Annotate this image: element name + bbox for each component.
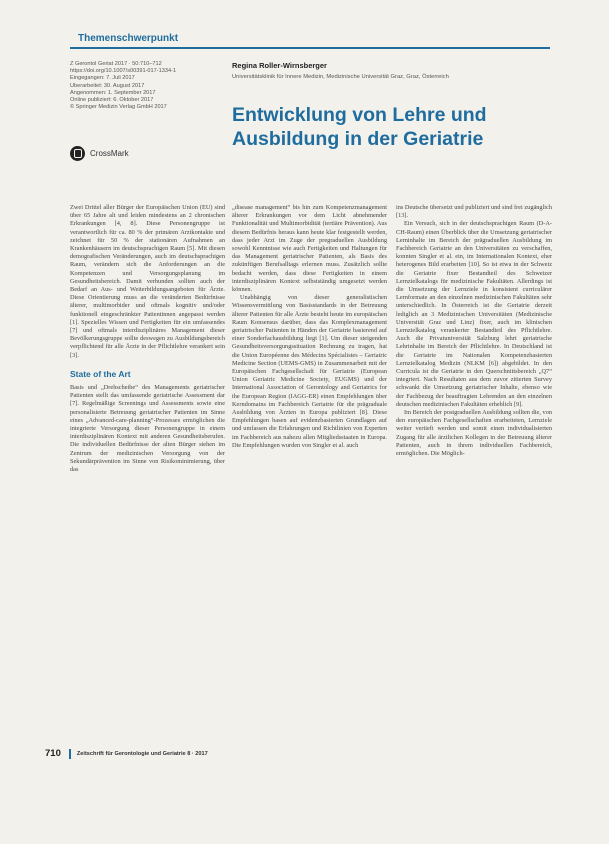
text-column-3 <box>396 204 552 744</box>
author-name: Regina Roller-Wirnsberger <box>232 61 327 70</box>
page-number: 710 <box>45 748 61 759</box>
paragraph: „disease management“ bis hin zum Kompetenzmanagement älterer Erkrankungen vor dem Licht abnehmender Funktionalität und Multimorbidität (tertiäre Prävention). Aus diesem Bedürfnis heraus kann heute klar festgestellt werden, dass jeder Arzt im Zuge der pregraduellen Ausbildung sowohl Kenntnisse wie auch Fertigkeiten und Haltungen für das Management geriatrischer Patienten, als Basis des zukünftigen Berufsalltags erlernen muss. Zusätzlich sollte bedacht werden, dass diese Fertigkeiten in einem interdisziplinären Kontext selbstständig umgesetzt werden können. <box>232 204 387 294</box>
paragraph: Ein Versuch, sich in der deutschsprachigen Raum (D-A-CH-Raum) einen Überblick über die Umsetzung geriatrischer Lerninhalte im Bereich der prägraduellen Ausbildung im Fachbereich Geriatrie an den Universitäten zu verschaffen, konnten Singler et al. ein, im Internationalen Kontext, eher heterogenes Bild erarbeiten [10]. So ist etwa in der Schweiz die Geriatrie fixer Bestandteil des Schweizer Lernzielkatalogs für medizinische Fakultäten. Allerdings ist die Umsetzung der Lernziele in konsistent curriculärer Lernformate an den einzelnen medizinischen Fakultäten sehr unterschiedlich. In Österreich ist die Geriatrie derzeit lediglich an 3 Medizinischen Universitäten (Medizinische Universität Graz und Linz) fixer, auch im klinischen Lernzielkatalog verankerter Bestandteil des Pflichtlehre. Auch die Privatuniversität Salzburg lehrt geriatrische Lehrinhalte im Bereich der Pflichtlehre. In Deutschland ist die Geriatrie im Nationalen Kompetenzbasierten Lernzielkatalog Medizin (NLKM [6]) abgebildet. In den Curricula ist die Geriatrie in den Querschnittsbereich „Q7“ integriert. Nach Resultaten aus dem zuvor zitierten Survey schwankt die Umsetzung geriatrischer Inhalte, ebenso wie der Fachbezug der beauftragten Lehrenden an den einzelnen deutschen medizinischen Fakultäten erheblich [9]. <box>396 220 552 408</box>
meta-revised: Überarbeitet: 30. August 2017 <box>70 82 145 89</box>
section-heading-state-of-the-art: State of the Art <box>70 368 131 379</box>
paragraph: Unabhängig von dieser generalistischen Wissensvermittlung von Basisstandards in der Betreuung älterer Patienten für alle Ärzte besteht heute im europäischen Raum Konsensus darüber, dass das Komplexmanagement geriatrischer Patienten in Händen der Geriatrie basierend auf einer Sonderfachausbildung liegt [1]. Um dieser steigenden Gesundheitsversorgungssituation Rechnung zu tragen, hat die Union Européenne des Médecins Spécialistes – Geriatric Medicine Section (UEMS-GMS) in Zusammenarbeit mit der Europäischen Fachgesellschaft für Geriatrie (European Union Geriatric Medicine Society, EUGMS) und der International Association of Gerontology and Geriatrics for the European Region (IAGG-ER) einen Empfehlungen über Kerndomains im Fachbereich Geriatrie für die prägraduale Ausbildung von Ärzten in Europa publiziert [8]. Diese Empfehlungen basen auf evidenzbasierten Grundlagen auf und umfassen die Erfahrungen und Richtlinien von Experten im Fachbereich aus nahezu allen Mitgliedsstaaten in Europa. Die Empfehlungen wurden von Singler et al. auch <box>232 294 387 449</box>
top-rule <box>70 47 550 49</box>
text-column-2 <box>232 204 387 744</box>
meta-citation: Z Gerontol Geriat 2017 · 50:710–712 <box>70 61 162 67</box>
crossmark-label: CrossMark <box>90 149 129 158</box>
meta-doi[interactable]: https://doi.org/10.1007/s00391-017-1334-1 <box>70 68 177 75</box>
meta-published: Online publiziert: 6. Oktober 2017 <box>70 97 154 104</box>
paragraph: Zwei Drittel aller Bürger der Europäischen Union (EU) sind über 65 Jahre alt und leiden mindestens an 2 chronischen Erkrankungen [4, 8]. Diese Personengruppe ist verantwortlich für ca. 80 % der primären Arztkontakte und zeichnet für 50 % der stationären Aufnahmen an Krankenhäusern im deutschsprachigen Raum [5]. Mit diesen demografischen Veränderungen, auch im deutschsprachigen Raum, verändern sich die Anforderungen an die Kompetenzen und Versorgungsplanung im Gesundheitsbereich. Damit verbunden sollten auch der Bedarf an Aus- und Weiterbildungsangeboten für Ärzte. Diese Orientierung muss an die veränderten Bedürfnisse älterer, multimorbider und oftmals kognitiv und/oder funktionell eingeschränkter Patientinnen angepasst werden [1]. Spezielles Wissen und Fertigkeiten für ein umfassendes [7] und oftmals interdisziplinäres Management dieser Bevölkerungsgruppe sollte deswegen zu Ausbildungsbereich verpflichtend für alle Ärzte in der Pflichtlehre verankert sein [3]. <box>70 204 225 359</box>
journal-name: Zeitschrift für Gerontologie und Geriatrie 8 · 2017 <box>76 750 208 757</box>
paragraph: Basis und „Drehscheibe“ des Managements geriatrischer Patienten stellt das umfassende geriatrische Assessment dar [7]. Regelmäßige Screenings und Assessments sowie eine personalisierte Betreuung geriatrischer Patienten im Sinne eines „Advanced-care-planning“-Prozesses ermöglichen die integrierte Versorgung dieser Personengruppe in einem interdisziplinären Kontext mit anderen Gesundheitsberufen. Die individuellen Bedürfnisse der alten Bürger stehen im Zentrum der medizinischen Versorgung von der Sekundärprävention im Sinne von Risikominimierung, über das <box>70 384 225 474</box>
crossmark-icon <box>70 146 85 161</box>
section-label: Themenschwerpunkt <box>78 33 179 44</box>
page-footer <box>45 748 208 759</box>
article-title: Entwicklung von Lehre und Ausbildung in der Geriatrie <box>232 104 487 150</box>
text-column-1 <box>70 204 225 744</box>
paragraph: Im Bereich der postgraduellen Ausbildung sollten die, von den europäischen Fachgesellschaften erarbeiteten, Lernziele weiter vertieft werden und somit einen individualisierten Zugang für alle ärztlichen Kollegen in der Betreuung älterer Patienten, auch in ihrem individuellen Fachbereich, ermöglichen. Die Möglich- <box>396 409 552 458</box>
crossmark-badge[interactable] <box>70 146 129 161</box>
meta-copyright: © Springer Medizin Verlag GmbH 2017 <box>70 104 167 111</box>
footer-divider <box>69 749 71 759</box>
author-affiliation: Universitätsklinik für Innere Medizin, Medizinische Universität Graz, Graz, Österreich <box>232 74 449 80</box>
meta-received: Eingegangen: 7. Juli 2017 <box>70 75 135 82</box>
article-metadata <box>70 61 220 111</box>
meta-accepted: Angenommen: 1. September 2017 <box>70 89 156 96</box>
paragraph: ins Deutsche übersetzt und publiziert und sind frei zugänglich [13]. <box>396 204 552 220</box>
